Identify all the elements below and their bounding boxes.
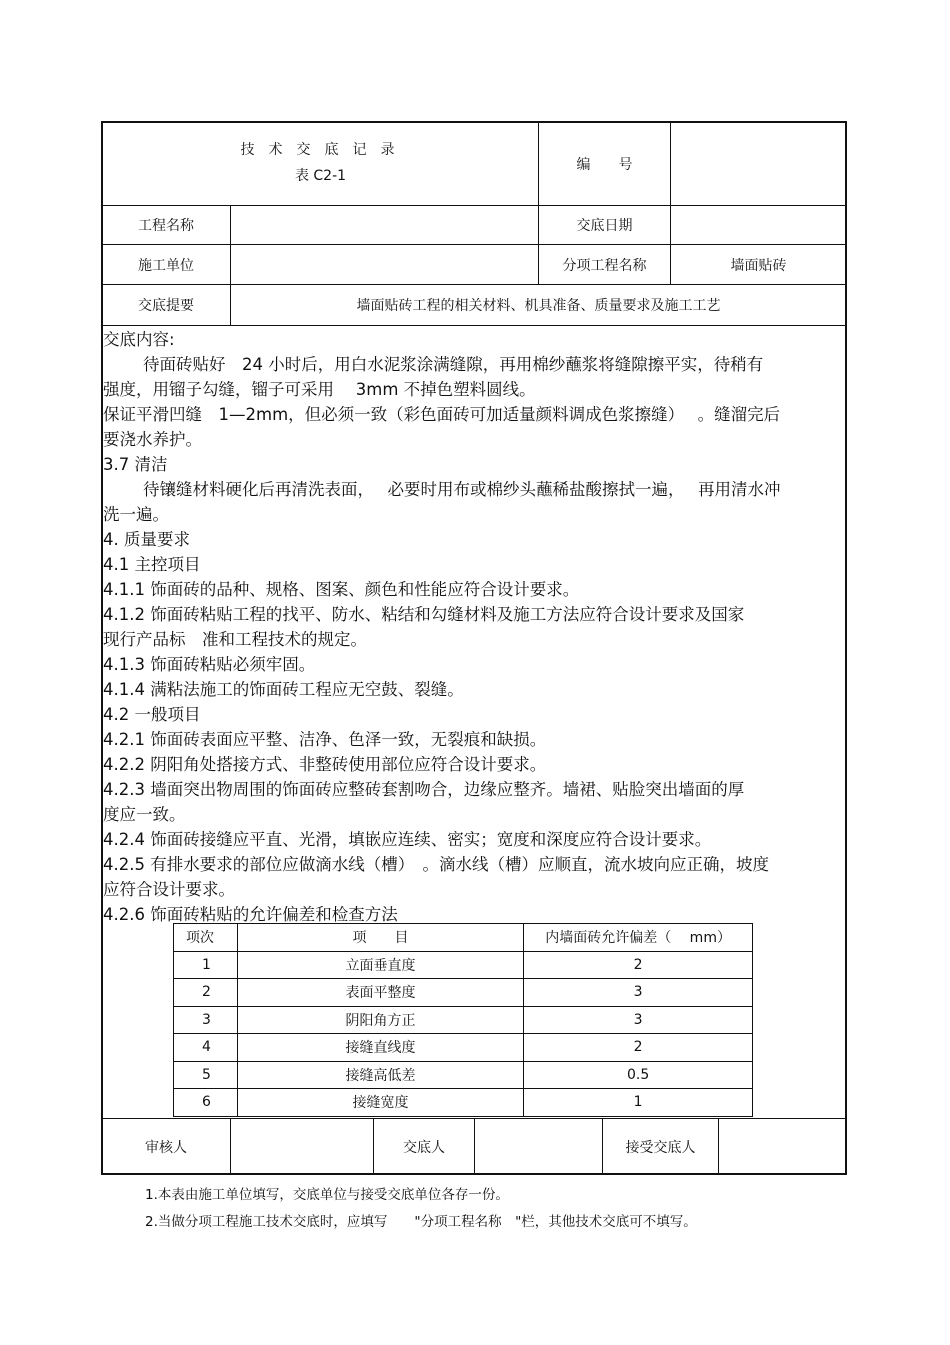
table-cell: 3	[524, 979, 753, 1007]
table-cell: 接缝高低差	[237, 1061, 523, 1089]
content-line: 4.2.5 有排水要求的部位应做滴水线（槽） 。滴水线（槽）应顺直，流水坡向应正确，坡度	[103, 855, 769, 874]
receiver-field[interactable]	[719, 1119, 846, 1174]
table-cell: 2	[524, 951, 753, 979]
table-row	[174, 1089, 753, 1117]
form-number: 表 C2-1	[294, 168, 347, 184]
table-cell: 3	[174, 1006, 238, 1034]
content-line: 4.2.6 饰面砖粘贴的允许偏差和检查方法	[103, 905, 398, 924]
content-line: 4.1.2 饰面砖粘贴工程的找平、防水、粘结和勾缝材料及施工方法应符合设计要求及国家	[103, 605, 745, 624]
content-line: 4.1.1 饰面砖的品种、规格、图案、颜色和性能应符合设计要求。	[103, 580, 580, 599]
briefing-content	[103, 327, 843, 927]
form-title: 技术交底记录	[240, 142, 409, 158]
content-line: 4.2.4 饰面砖接缝应平直、光滑，填嵌应连续、密实；宽度和深度应符合设计要求。	[103, 830, 712, 849]
reviewer-label: 审核人	[145, 1139, 187, 1156]
note-line: 2.当做分项工程施工技术交底时，应填写 "分项工程名称 "栏，其他技术交底可不填写。	[145, 1214, 697, 1230]
project-name-field[interactable]	[231, 206, 538, 244]
table-cell: 6	[174, 1089, 238, 1117]
table-cell: 接缝宽度	[237, 1089, 523, 1117]
table-row	[174, 1061, 753, 1089]
grid-line	[101, 325, 847, 326]
reviewer-field[interactable]	[231, 1119, 373, 1174]
content-line: 度应一致。	[103, 805, 186, 824]
content-line: 洗一遍。	[103, 505, 169, 524]
table-row	[174, 979, 753, 1007]
content-line: 4.1 主控项目	[103, 555, 201, 574]
table-row	[174, 1034, 753, 1062]
table-cell: 立面垂直度	[237, 951, 523, 979]
table-cell: 1	[524, 1089, 753, 1117]
table-cell: 表面平整度	[237, 979, 523, 1007]
presenter-label: 交底人	[403, 1139, 445, 1156]
date-field[interactable]	[671, 206, 846, 244]
content-line: 4.1.3 饰面砖粘贴必须牢固。	[103, 655, 316, 674]
sub-project-field[interactable]: 墙面贴砖	[730, 257, 787, 274]
unit-label: 施工单位	[138, 257, 194, 274]
receiver-label: 接受交底人	[625, 1139, 696, 1156]
content-line: 保证平滑凹缝 1—2mm，但必须一致（彩色面砖可加适量颜料调成色浆擦缝） 。缝溜完后	[103, 405, 781, 424]
number-field[interactable]	[671, 122, 846, 205]
note-line: 1.本表由施工单位填写，交底单位与接受交底单位各存一份。	[145, 1187, 509, 1203]
deviation-table	[173, 923, 753, 1117]
summary-label: 交底提要	[138, 298, 194, 314]
table-row	[174, 1006, 753, 1034]
content-line: 应符合设计要求。	[103, 880, 235, 899]
content-line: 4.2.2 阴阳角处搭接方式、非整砖使用部位应符合设计要求。	[103, 755, 547, 774]
content-line: 3.7 清洁	[103, 455, 168, 474]
content-line: 4.2.3 墙面突出物周围的饰面砖应整砖套割吻合，边缘应整齐。墙裙、贴脸突出墙面的厚	[103, 780, 745, 799]
table-header-cell: 内墙面砖允许偏差（ mm）	[524, 924, 753, 952]
table-cell: 阴阳角方正	[237, 1006, 523, 1034]
table-cell: 2	[524, 1034, 753, 1062]
summary-field[interactable]: 墙面贴砖工程的相关材料、机具准备、质量要求及施工工艺	[356, 298, 721, 314]
content-line: 待镶缝材料硬化后再清洗表面， 必要时用布或棉纱头蘸稀盐酸擦拭一遍， 再用清水冲	[143, 480, 781, 499]
form-notes	[145, 1182, 697, 1236]
date-label: 交底日期	[576, 218, 633, 234]
presenter-field[interactable]	[475, 1119, 602, 1174]
table-header-cell: 项 目	[237, 924, 523, 952]
table-cell: 5	[174, 1061, 238, 1089]
content-line: 4.2.1 饰面砖表面应平整、洁净、色泽一致，无裂痕和缺损。	[103, 730, 547, 749]
content-line: 4.2 一般项目	[103, 705, 201, 724]
project-name-label: 工程名称	[138, 218, 194, 234]
table-cell: 4	[174, 1034, 238, 1062]
table-cell: 3	[524, 1006, 753, 1034]
table-row	[174, 951, 753, 979]
table-cell: 接缝直线度	[237, 1034, 523, 1062]
table-header-row	[174, 924, 753, 952]
content-line: 要浇水养护。	[103, 430, 202, 449]
content-line: 待面砖贴好 24 小时后，用白水泥浆涂满缝隙，再用棉纱蘸浆将缝隙擦平实，待稍有	[143, 355, 764, 374]
content-line: 现行产品标 准和工程技术的规定。	[103, 630, 367, 649]
form-title-block	[103, 123, 538, 205]
content-line: 4.1.4 满粘法施工的饰面砖工程应无空鼓、裂缝。	[103, 680, 464, 699]
number-label: 编 号	[576, 156, 633, 173]
content-line: 强度，用镏子勾缝，镏子可采用 3mm 不掉色塑料圆线。	[103, 380, 536, 399]
table-cell: 1	[174, 951, 238, 979]
content-line: 交底内容:	[103, 330, 175, 349]
table-header-cell: 项次	[174, 924, 238, 952]
sub-project-label: 分项工程名称	[562, 257, 647, 274]
content-line: 4. 质量要求	[103, 530, 190, 549]
table-cell: 2	[174, 979, 238, 1007]
table-cell: 0.5	[524, 1061, 753, 1089]
unit-field[interactable]	[231, 245, 538, 284]
